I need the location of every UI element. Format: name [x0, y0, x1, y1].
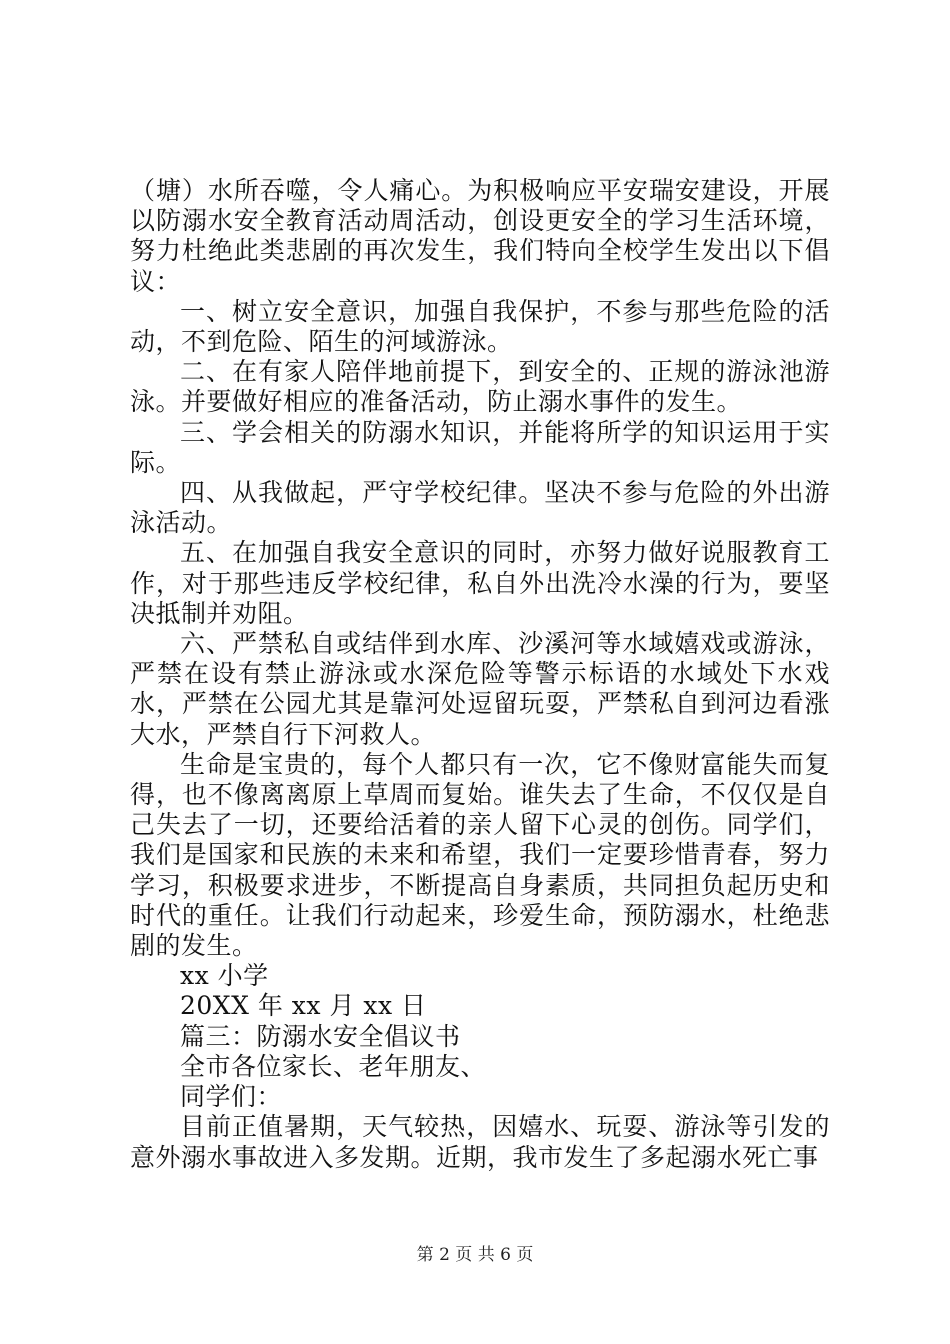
signature: xx 小学 — [180, 961, 269, 991]
proposal-item-2: 二、在有家人陪伴地前提下，到安全的、正规的游泳池游泳。并要做好相应的准备活动，防止溺水事件的发生。 — [130, 357, 830, 417]
intro-paragraph: （塘）水所吞噬，令人痛心。为积极响应平安瑞安建设，开展以防溺水安全教育活动周活动，创设更安全的学习生活环境，努力杜绝此类悲剧的再次发生，我们特向全校学生发出以下倡议： — [130, 176, 830, 296]
page-footer: 第 2 页 共 6 页 — [416, 1245, 534, 1265]
proposal-item-1: 一、树立安全意识，加强自我保护，不参与那些危险的活动，不到危险、陌生的河域游泳。 — [130, 296, 830, 357]
conclusion-paragraph: 生命是宝贵的，每个人都只有一次，它不像财富能失而复得，也不像离离原上草周而复始。谁失去了生命，不仅仅是自己失去了一切，还要给活着的亲人留下心灵的创伤。同学们，我们是国家和民族的未来和希望，我们一定要珍惜青春，努力学习，积极要求进步，不断提高自身素质，共同担负起历史和时代的重任。让我们行动起来，珍爱生命，预防溺水，杜绝悲剧的发生。 — [130, 749, 830, 961]
proposal-item-4: 四、从我做起，严守学校纪律。坚决不参与危险的外出游泳活动。 — [130, 478, 830, 538]
closing-paragraph: 目前正值暑期，天气较热，因嬉水、玩耍、游泳等引发的意外溺水事故进入多发期。近期，我市发生了多起溺水死亡事 — [130, 1112, 830, 1172]
document-body — [130, 176, 830, 1173]
proposal-item-3: 三、学会相关的防溺水知识，并能将所学的知识运用于实际。 — [130, 417, 830, 477]
proposal-item-5: 五、在加强自我安全意识的同时，亦努力做好说服教育工作，对于那些违反学校纪律，私自外出洗冷水澡的行为，要坚决抵制并劝阻。 — [130, 538, 830, 628]
proposal-item-6: 六、严禁私自或结伴到水库、沙溪河等水域嬉戏或游泳，严禁在设有禁止游泳或水深危险等警示标语的水域处下水戏水，严禁在公园尤其是靠河处逗留玩耍，严禁私自到河边看涨大水，严禁自行下河救人。 — [130, 629, 830, 749]
salutation-line-1: 全市各位家长、老年朋友、 — [180, 1051, 487, 1081]
salutation-line-2: 同学们： — [180, 1082, 283, 1112]
section-title: 篇三：防溺水安全倡议书 — [180, 1021, 461, 1051]
date-line: 20XX 年 xx 月 xx 日 — [180, 991, 427, 1021]
